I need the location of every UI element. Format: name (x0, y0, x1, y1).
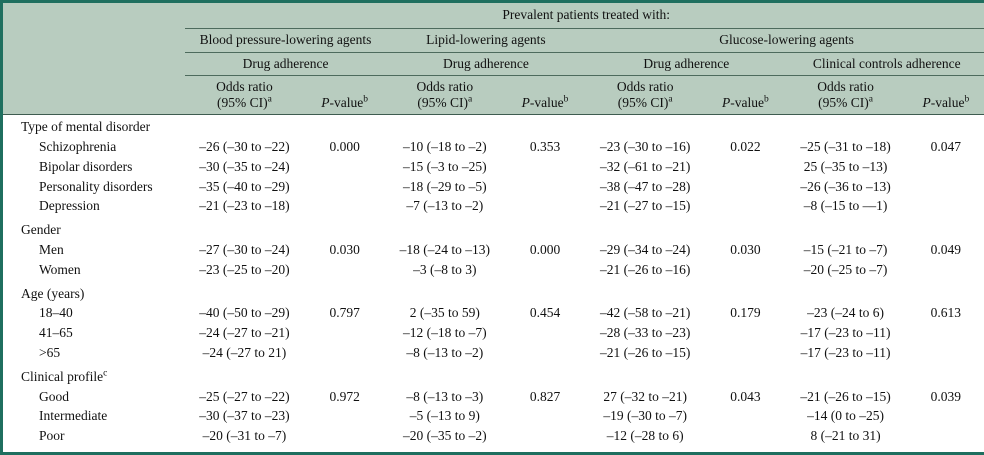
table-row (3, 157, 984, 177)
header-row-adherence (3, 52, 984, 76)
section-title-row (3, 220, 984, 240)
table-row (3, 177, 984, 197)
header-pvalue-bp-sup: b (363, 94, 368, 105)
cell-glucose-or: –38 (–47 to –28) (600, 178, 691, 194)
header-sub-clinical-controls-adherence: Clinical controls adherence (786, 52, 984, 76)
table-row (3, 260, 984, 280)
row-label-intermediate: Intermediate (39, 408, 108, 424)
cell-clinical-p (905, 343, 984, 363)
section-title-row (3, 284, 984, 304)
table-row (3, 343, 984, 363)
cell-clinical-or: 25 (–35 to –13) (803, 158, 888, 174)
cell-lipid-or: –8 (–13 to –2) (406, 345, 484, 360)
cell-lipid-p: 0.827 (529, 388, 561, 404)
cell-lipid-or: –7 (–13 to –2) (406, 198, 484, 214)
cell-glucose-p (704, 177, 786, 197)
header-blank-measures (3, 76, 185, 115)
cell-bp-or: –26 (–30 to –22) (199, 138, 290, 154)
results-table (3, 3, 984, 452)
cell-clinical-or: –20 (–25 to –7) (803, 261, 888, 277)
section-title-mental-disorder: Type of mental disorder (21, 119, 151, 135)
cell-glucose-or: –19 (–30 to –7) (603, 408, 688, 424)
cell-clinical-or: –15 (–21 to –7) (803, 241, 888, 257)
cell-lipid-p (504, 426, 586, 446)
header-row-top (3, 3, 984, 29)
cell-glucose-p (704, 323, 786, 343)
cell-glucose-or: –21 (–26 to –16) (600, 261, 691, 277)
cell-lipid-or: –20 (–35 to –2) (403, 428, 487, 444)
cell-glucose-p: 0.022 (730, 138, 761, 154)
header-or-bp-sup: a (267, 94, 272, 105)
table-row (3, 426, 984, 446)
cell-clinical-or: –8 (–15 to ––1) (803, 198, 888, 214)
row-label-age-18-40: 18–40 (39, 305, 73, 321)
header-or-lipid-sup: a (468, 94, 473, 105)
cell-glucose-p (704, 196, 786, 216)
header-pvalue-glucose-p: P (722, 94, 731, 110)
header-blank-groups (3, 29, 185, 53)
row-label-women: Women (39, 261, 81, 277)
header-or-lipid (386, 76, 504, 115)
header-or-glucose-sup: a (668, 94, 673, 105)
header-or-glucose-line1: Odds ratio (616, 79, 674, 95)
header-row-measures (3, 76, 984, 115)
cell-clinical-p (905, 323, 984, 343)
header-row-groups (3, 29, 984, 53)
cell-clinical-or: –23 (–24 to 6) (807, 305, 885, 321)
cell-lipid-p (504, 260, 586, 280)
cell-lipid-or: –15 (–3 to –25) (403, 158, 487, 174)
cell-bp-or: –21 (–23 to –18) (199, 198, 290, 214)
cell-lipid-p: 0.000 (529, 241, 561, 257)
header-pvalue-glucose-rest: -value (730, 94, 764, 110)
cell-clinical-p (905, 426, 984, 446)
header-sub-lipid-drug-adherence: Drug adherence (386, 52, 586, 76)
header-or-bp-line1: Odds ratio (216, 79, 273, 95)
cell-clinical-p (905, 260, 984, 280)
cell-bp-p (304, 426, 386, 446)
header-pvalue-lipid-p: P (521, 94, 530, 110)
header-pvalue-glucose (704, 76, 786, 115)
table-row (3, 406, 984, 426)
header-sub-bp-drug-adherence: Drug adherence (185, 52, 385, 76)
cell-glucose-p (704, 260, 786, 280)
header-or-glucose (586, 76, 704, 115)
cell-bp-or: –24 (–27 to –21) (199, 325, 290, 341)
section-title-gender: Gender (21, 222, 61, 238)
cell-bp-p (304, 260, 386, 280)
cell-clinical-p: 0.613 (930, 305, 962, 321)
cell-lipid-p: 0.353 (529, 138, 561, 154)
cell-lipid-p (504, 196, 586, 216)
header-pvalue-glucose-sup: b (764, 94, 769, 105)
cell-glucose-or: –29 (–34 to –24) (600, 241, 691, 257)
cell-bp-or: –25 (–27 to –22) (199, 388, 290, 404)
cell-lipid-p (504, 406, 586, 426)
header-pvalue-clinical-rest: -value (930, 94, 965, 110)
header-or-bp-line2: (95% CI) (217, 94, 268, 110)
cell-lipid-or: –12 (–18 to –7) (403, 325, 487, 341)
header-or-clinical (786, 76, 904, 115)
table-row (3, 196, 984, 216)
header-prevalent-patients: Prevalent patients treated with: (185, 3, 984, 29)
cell-clinical-or: –25 (–31 to –18) (800, 138, 891, 154)
header-corner-blank (3, 3, 185, 29)
header-pvalue-lipid-sup: b (563, 94, 569, 105)
cell-glucose-or: –42 (–58 to –21) (600, 305, 691, 321)
cell-bp-p: 0.972 (329, 388, 360, 404)
cell-glucose-or: 27 (–32 to –21) (603, 388, 688, 404)
section-title-clinical-profile (3, 367, 185, 387)
header-or-glucose-line2: (95% CI) (617, 94, 669, 110)
cell-glucose-p: 0.179 (730, 305, 761, 321)
section-title-clinical-profile-text: Clinical profile (21, 368, 104, 384)
cell-lipid-or: –18 (–24 to –13) (399, 241, 491, 257)
cell-glucose-or: –21 (–27 to –15) (600, 198, 691, 214)
cell-clinical-or: –17 (–23 to –11) (800, 325, 891, 341)
header-sub-glucose-drug-adherence: Drug adherence (586, 52, 786, 76)
header-or-bp (185, 76, 303, 115)
cell-lipid-p (504, 343, 586, 363)
header-or-clinical-sup: a (868, 94, 873, 105)
cell-lipid-or: –5 (–13 to 9) (409, 408, 480, 424)
cell-glucose-or: –23 (–30 to –16) (600, 138, 691, 154)
cell-clinical-p: 0.047 (930, 138, 962, 154)
section-title-clinical-profile-sup: c (103, 368, 108, 379)
cell-clinical-or: 8 (–21 to 31) (810, 428, 881, 444)
row-label-good: Good (39, 388, 69, 404)
cell-bp-or: –30 (–37 to –23) (199, 408, 290, 424)
cell-clinical-or: –26 (–36 to –13) (800, 178, 891, 194)
section-title-age: Age (years) (21, 285, 85, 301)
header-pvalue-bp (304, 76, 386, 115)
cell-glucose-p (704, 343, 786, 363)
cell-bp-p: 0.797 (329, 305, 360, 321)
row-label-depression: Depression (39, 198, 100, 214)
cell-bp-or: –27 (–30 to –24) (199, 241, 290, 257)
cell-clinical-or: –21 (–26 to –15) (800, 388, 891, 404)
cell-glucose-p: 0.043 (730, 388, 761, 404)
cell-glucose-or: –32 (–61 to –21) (600, 158, 691, 174)
cell-glucose-or: –28 (–33 to –23) (600, 325, 691, 341)
spacer-bottom (3, 446, 984, 452)
table-row (3, 240, 984, 260)
header-group-glucose: Glucose-lowering agents (586, 29, 984, 53)
cell-glucose-p (704, 426, 786, 446)
cell-bp-or: –23 (–25 to –20) (199, 261, 290, 277)
cell-bp-p (304, 177, 386, 197)
cell-bp-or: –35 (–40 to –29) (199, 178, 290, 194)
cell-clinical-p (905, 177, 984, 197)
cell-glucose-or: –21 (–26 to –15) (600, 345, 691, 360)
header-or-lipid-line2: (95% CI) (417, 94, 469, 110)
header-or-clinical-line1: Odds ratio (817, 79, 874, 95)
cell-lipid-or: 2 (–35 to 59) (409, 305, 480, 321)
cell-lipid-p (504, 157, 586, 177)
cell-bp-p (304, 406, 386, 426)
cell-glucose-p (704, 157, 786, 177)
row-label-poor: Poor (39, 428, 65, 444)
table-row (3, 137, 984, 157)
cell-lipid-p (504, 323, 586, 343)
header-pvalue-lipid (504, 76, 586, 115)
row-label-bipolar: Bipolar disorders (39, 158, 133, 174)
header-group-lipid: Lipid-lowering agents (386, 29, 586, 53)
section-title-row (3, 117, 984, 137)
row-label-personality: Personality disorders (39, 178, 153, 194)
cell-bp-or: –30 (–35 to –24) (199, 158, 290, 174)
cell-glucose-or: –12 (–28 to 6) (606, 428, 684, 444)
section-title-row (3, 367, 984, 387)
header-or-lipid-line1: Odds ratio (416, 79, 474, 95)
table-row (3, 303, 984, 323)
cell-clinical-p: 0.039 (930, 388, 962, 404)
cell-lipid-or: –3 (–8 to 3) (413, 261, 477, 277)
cell-lipid-or: –8 (–13 to –3) (406, 388, 484, 404)
header-pvalue-bp-p: P (321, 94, 330, 110)
header-or-clinical-line2: (95% CI) (818, 94, 869, 110)
header-pvalue-clinical-p: P (922, 94, 931, 110)
cell-lipid-or: –18 (–29 to –5) (403, 178, 487, 194)
cell-bp-p: 0.030 (329, 241, 360, 257)
header-pvalue-bp-rest: -value (329, 94, 364, 110)
cell-bp-p (304, 196, 386, 216)
row-label-men: Men (39, 241, 64, 257)
cell-clinical-or: –17 (–23 to –11) (800, 345, 891, 360)
cell-lipid-p (504, 177, 586, 197)
header-blank-adherence (3, 52, 185, 76)
cell-clinical-p (905, 157, 984, 177)
cell-bp-or: –20 (–31 to –7) (202, 428, 287, 444)
cell-bp-p: 0.000 (329, 138, 360, 154)
header-pvalue-clinical (905, 76, 984, 115)
cell-glucose-p: 0.030 (730, 241, 761, 257)
row-label-age-41-65: 41–65 (39, 325, 73, 341)
cell-clinical-p: 0.049 (930, 241, 962, 257)
cell-lipid-or: –10 (–18 to –2) (403, 138, 487, 154)
cell-clinical-or: –14 (0 to –25) (807, 408, 885, 424)
header-group-bp: Blood pressure-lowering agents (185, 29, 385, 53)
header-pvalue-lipid-rest: -value (529, 94, 564, 110)
cell-bp-or: –24 (–27 to 21) (202, 345, 287, 360)
cell-bp-p (304, 323, 386, 343)
cell-glucose-p (704, 406, 786, 426)
cell-bp-or: –40 (–50 to –29) (199, 305, 290, 321)
header-pvalue-clinical-sup: b (964, 94, 970, 105)
table-row (3, 387, 984, 407)
cell-bp-p (304, 343, 386, 363)
cell-bp-p (304, 157, 386, 177)
row-label-schizophrenia: Schizophrenia (39, 138, 117, 154)
cell-clinical-p (905, 406, 984, 426)
cell-lipid-p: 0.454 (529, 305, 561, 321)
row-label-age-over-65: >65 (39, 345, 61, 360)
table-row (3, 323, 984, 343)
cell-clinical-p (905, 196, 984, 216)
